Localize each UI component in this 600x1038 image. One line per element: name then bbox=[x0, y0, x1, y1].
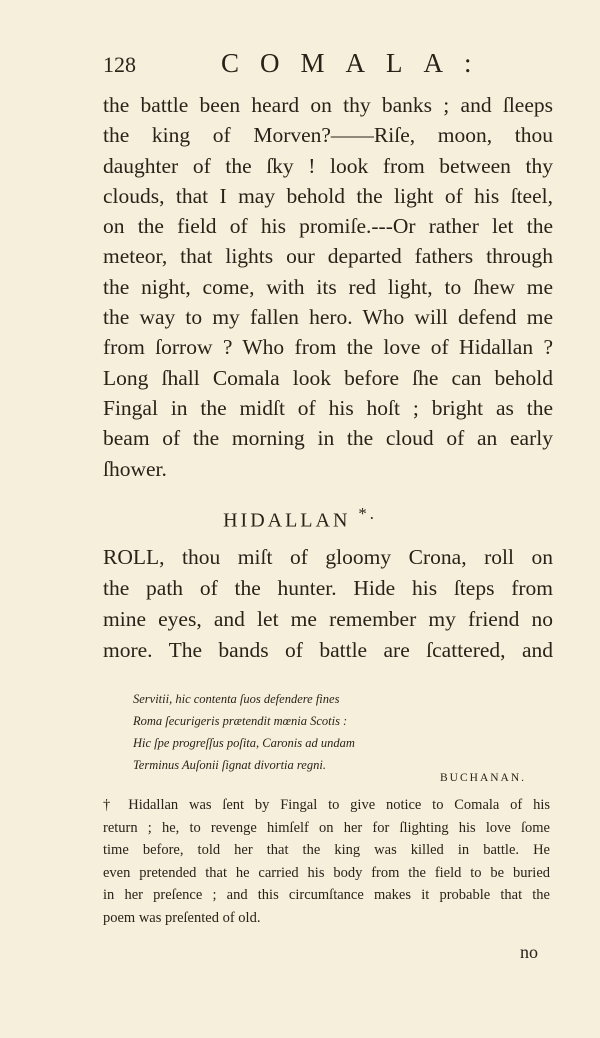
text-line: Long ſhall Comala look before ſhe can behold bbox=[103, 365, 553, 390]
text-line: on the field of his promiſe.---Or rather let the bbox=[103, 214, 553, 239]
footnote-mark: *. bbox=[358, 504, 377, 523]
footnote-line: time before, told her that the king was killed in battle. He bbox=[103, 842, 550, 858]
verse-line: Roma ſecurigeris prætendit mœnia Scotis : bbox=[133, 714, 348, 728]
verse-line: Terminus Auſonii ſignat divortia regni. bbox=[133, 758, 326, 772]
text-line: Fingal in the midſt of his hoſt ; bright as the bbox=[103, 395, 553, 420]
text-line: more. The bands of battle are ſcattered, and bbox=[103, 638, 553, 662]
text-line: mine eyes, and let me remember my friend no bbox=[103, 607, 553, 631]
text-line: clouds, that I may behold the light of his ſteel, bbox=[103, 183, 553, 208]
footnote-line: even pretended that he carried his body from the field to be buried bbox=[103, 864, 550, 881]
body-paragraph bbox=[103, 90, 553, 484]
catchword: no bbox=[520, 942, 538, 962]
speech-paragraph bbox=[103, 542, 553, 666]
text-line: beam of the morning in the cloud of an early bbox=[103, 426, 553, 451]
footnote-text bbox=[103, 794, 550, 929]
text-line: the battle been heard on thy banks ; and ſleeps bbox=[103, 93, 553, 117]
page-number: 128 bbox=[103, 52, 136, 77]
text-line: the king of Morven?——Riſe, moon, thou bbox=[103, 123, 553, 148]
text-line: ROLL, thou miſt of gloomy Crona, roll on bbox=[103, 545, 553, 569]
verse-line: Servitii, hic contenta ſuos defendere fines bbox=[133, 692, 340, 706]
text-line: from ſorrow ? Who from the love of Hidallan ? bbox=[103, 335, 553, 360]
text-line: the way to my fallen hero. Who will defend me bbox=[103, 305, 553, 330]
text-line: the path of the hunter. Hide his ſteps from bbox=[103, 576, 553, 600]
text-line: daughter of the ſky ! look from between thy bbox=[103, 153, 553, 178]
verse-author: BUCHANAN. bbox=[440, 772, 527, 784]
footnote-line: in her preſence ; and this circumſtance makes it probable that the bbox=[103, 887, 550, 903]
footnote-line: poem was preſented of old. bbox=[103, 909, 261, 926]
verse-line: Hic ſpe progreſſus poſita, Caronis ad undam bbox=[133, 736, 355, 750]
text-line: the night, come, with its red light, to ſhew me bbox=[103, 274, 553, 299]
footnote-line: † Hidallan was ſent by Fingal to give notice to Comala of his bbox=[103, 797, 550, 813]
text-line: meteor, that lights our departed fathers through bbox=[103, 244, 553, 269]
speaker-heading bbox=[0, 504, 600, 533]
page-header bbox=[103, 48, 553, 84]
footnote-verse bbox=[133, 688, 433, 776]
speaker-name: HIDALLAN bbox=[223, 509, 351, 532]
running-title: COMALA: bbox=[221, 48, 493, 78]
text-line: ſhower. bbox=[103, 456, 167, 481]
footnote-line: return ; he, to revenge himſelf on her for ſlighting his love ſome bbox=[103, 819, 550, 836]
